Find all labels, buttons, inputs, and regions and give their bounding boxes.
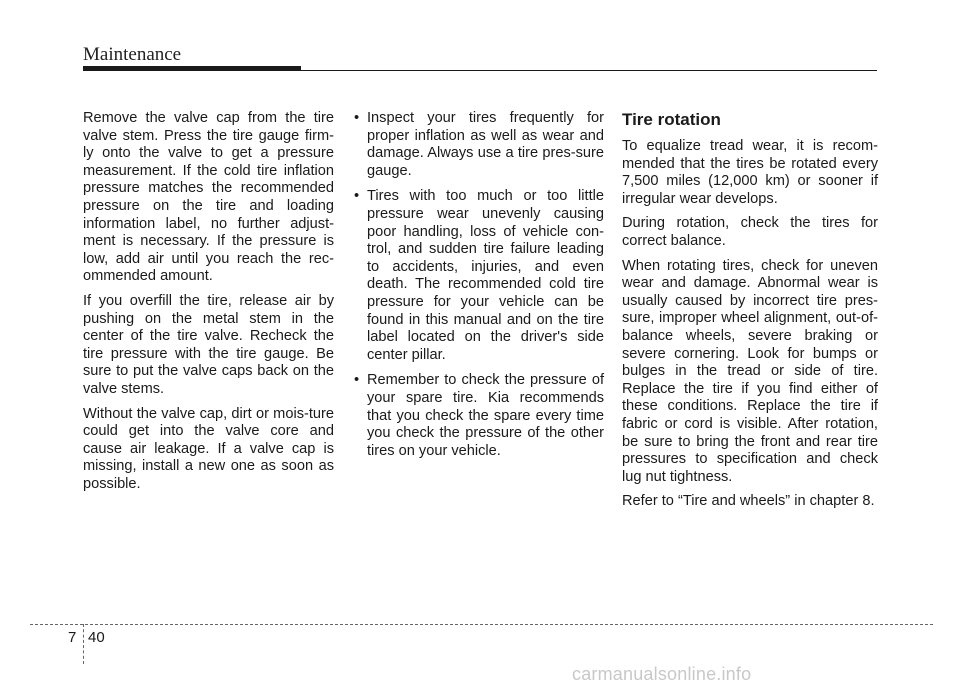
header-rule-thin — [301, 70, 877, 71]
column-left — [83, 110, 334, 500]
watermark: carmanualsonline.info — [572, 664, 752, 684]
bullet-item: • Tires with too much or too little pressure wear unevenly causing poor handling, loss of vehicle con-trol, and sudden tire failure leading to accidents, injuries, and even death. The recommended cold tire pressure for your vehicle can be found in this manual and on the tire label located on the driver's side center pillar. — [353, 188, 604, 364]
paragraph: When rotating tires, check for uneven wear and damage. Abnormal wear is usually caused by incorrect tire pres-sure, improper wheel alignment, out-of-balance wheels, severe braking or severe cornering. Look for bumps or bulges in the tread or side of tire. Replace the tire if you find either of these conditions. Replace the tire if fabric or cord is visible. After rotation, be sure to bring the front and rear tire pressures to specification and check lug nut tightness. — [622, 257, 878, 485]
section-title: Maintenance — [83, 44, 182, 65]
paragraph: Remove the valve cap from the tire valve stem. Press the tire gauge firm-ly onto the valve to get a pressure measurement. If the cold tire inflation pressure matches the recommended pressure on the tire and loading information label, no further adjust-ment is necessary. If the pressure is low, add air until you reach the rec-ommended amount. — [83, 110, 334, 285]
bullet-list — [353, 110, 604, 460]
tire-rotation-heading: Tire rotation — [622, 110, 721, 129]
paragraph: If you overfill the tire, release air by pushing on the metal stem in the center of the tire valve. Recheck the tire pressure with the tire gauge. Be sure to put the valve caps back on the valve stems. — [83, 292, 334, 397]
paragraph: Without the valve cap, dirt or mois-ture could get into the valve core and cause air leakage. If a valve cap is missing, install a new one as soon as possible. — [83, 405, 334, 492]
column-middle — [353, 110, 604, 468]
page-number: 40 — [88, 629, 105, 646]
header-rule-thick — [83, 66, 301, 71]
paragraph: Refer to “Tire and wheels” in chapter 8. — [622, 493, 875, 510]
footer-divider — [83, 624, 84, 664]
paragraph: During rotation, check the tires for correct balance. — [622, 215, 878, 249]
chapter-number: 7 — [68, 629, 77, 646]
paragraph: To equalize tread wear, it is recom-mended that the tires be rotated every 7,500 miles (12,000 km) or sooner if irregular wear develops. — [622, 138, 878, 207]
column-right — [622, 110, 878, 518]
bullet-item: • Inspect your tires frequently for proper inflation as well as wear and damage. Always use a tire pres-sure gauge. — [353, 110, 604, 180]
bullet-item: • Remember to check the pressure of your spare tire. Kia recommends that you check the spare every time you check the pressure of the other tires on your vehicle. — [353, 372, 604, 460]
footer-rule — [30, 624, 933, 625]
